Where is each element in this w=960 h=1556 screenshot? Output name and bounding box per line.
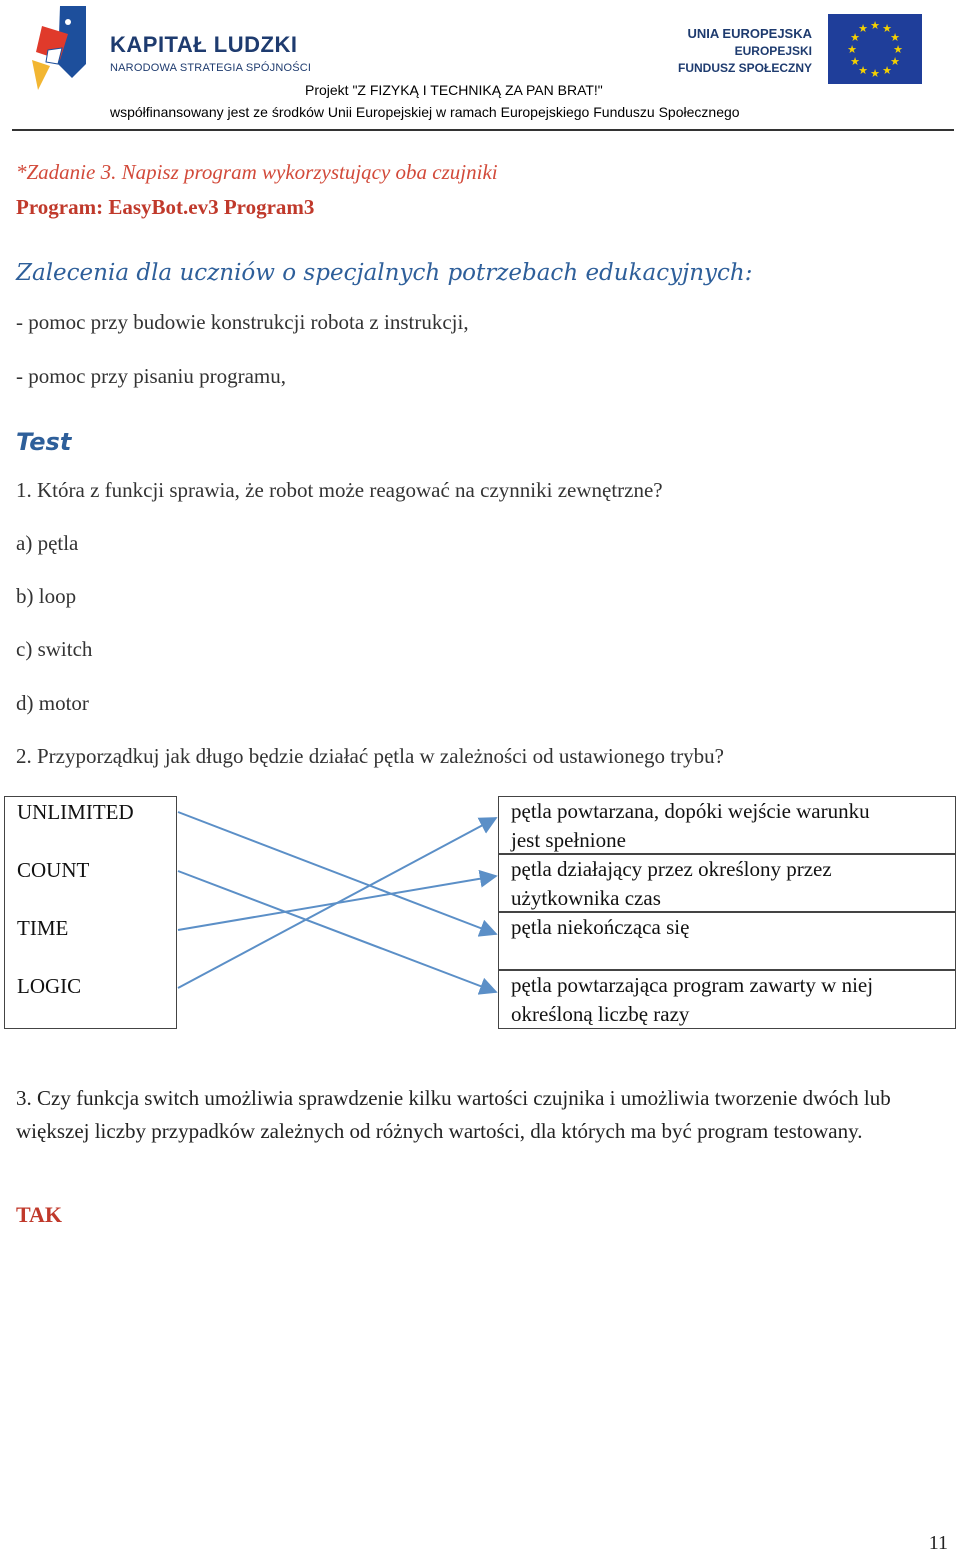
- description-line: użytkownika czas: [511, 886, 661, 910]
- question-2: 2. Przyporządkuj jak długo będzie działać pętla w zależności od ustawionego trybu?: [16, 744, 724, 768]
- kl-title: KAPITAŁ LUDZKI: [110, 32, 298, 57]
- match-arrow: [178, 812, 496, 934]
- description-line: pętla powtarzająca program zawarty w niej: [511, 973, 874, 997]
- eu-line-2: EUROPEJSKI: [734, 44, 812, 58]
- eu-line-1: UNIA EUROPEJSKA: [687, 26, 812, 41]
- q1-option-d: d) motor: [16, 691, 89, 715]
- description-cell: [499, 797, 955, 855]
- q3-answer: TAK: [16, 1202, 63, 1227]
- svg-text:★: ★: [858, 64, 868, 77]
- descriptions-column: [498, 796, 956, 1029]
- eu-flag-icon: [828, 14, 922, 84]
- svg-text:★: ★: [882, 22, 892, 35]
- mode-unlimited: UNLIMITED: [17, 800, 134, 824]
- description-cell: [499, 971, 955, 1029]
- task-program: Program: EasyBot.ev3 Program3: [16, 195, 315, 219]
- question-3: 3. Czy funkcja switch umożliwia sprawdzenie kilku wartości czujnika i umożliwia tworzenie dwóch lub większej liczby przypadków zależnych od różnych wartości, dla których ma być program testowany.: [16, 1086, 891, 1143]
- svg-text:★: ★: [882, 64, 892, 77]
- question-1: 1. Która z funkcji sprawia, że robot może reagować na czynniki zewnętrzne?: [16, 478, 663, 502]
- description-line: pętla działający przez określony przez: [511, 857, 832, 881]
- match-arrow: [178, 871, 496, 992]
- description-cell: [499, 855, 955, 913]
- description-line: pętla niekończąca się: [511, 915, 690, 939]
- project-name: Projekt "Z FIZYKĄ I TECHNIKĄ ZA PAN BRAT!": [305, 82, 603, 98]
- svg-text:★: ★: [890, 31, 900, 44]
- svg-text:★: ★: [870, 67, 880, 80]
- test-heading: Test: [16, 428, 72, 456]
- eu-line-3: FUNDUSZ SPOŁECZNY: [677, 61, 812, 75]
- svg-text:★: ★: [850, 55, 860, 68]
- svg-text:★: ★: [850, 31, 860, 44]
- task-title: *Zadanie 3. Napisz program wykorzystujący oba czujniki: [16, 160, 498, 184]
- q1-option-b: b) loop: [16, 584, 77, 608]
- description-cell: [499, 913, 955, 971]
- recommendation-item: - pomoc przy budowie konstrukcji robota z instrukcji,: [16, 310, 469, 334]
- mode-count: COUNT: [17, 858, 90, 882]
- q1-option-c-correct: c) switch: [16, 637, 93, 661]
- document-header: [0, 0, 960, 134]
- recommendation-item: - pomoc przy pisaniu programu,: [16, 364, 287, 388]
- match-arrow: [178, 876, 496, 930]
- mode-time: TIME: [17, 916, 69, 940]
- modes-column: [4, 796, 177, 1029]
- header-divider: [12, 129, 954, 131]
- kapital-ludzki-logo-icon: [28, 4, 90, 96]
- mode-logic: LOGIC: [17, 974, 82, 998]
- description-line: określoną liczbę razy: [511, 1002, 690, 1026]
- description-line: jest spełnione: [511, 828, 626, 852]
- svg-text:★: ★: [847, 43, 857, 56]
- page-number: 11: [928, 1532, 948, 1554]
- svg-text:★: ★: [893, 43, 903, 56]
- match-arrow: [178, 818, 496, 988]
- svg-text:★: ★: [858, 22, 868, 35]
- description-line: pętla powtarzana, dopóki wejście warunku: [511, 799, 870, 823]
- cofinance-note: współfinansowany jest ze środków Unii Europejskiej w ramach Europejskiego Funduszu Społecznego: [110, 104, 740, 120]
- svg-text:★: ★: [890, 55, 900, 68]
- kl-subtitle: NARODOWA STRATEGIA SPÓJNOŚCI: [110, 62, 312, 74]
- svg-text:★: ★: [870, 19, 880, 32]
- recommendations-heading: Zalecenia dla uczniów o specjalnych potrzebach edukacyjnych:: [16, 260, 753, 286]
- q1-option-a: a) pętla: [16, 531, 79, 555]
